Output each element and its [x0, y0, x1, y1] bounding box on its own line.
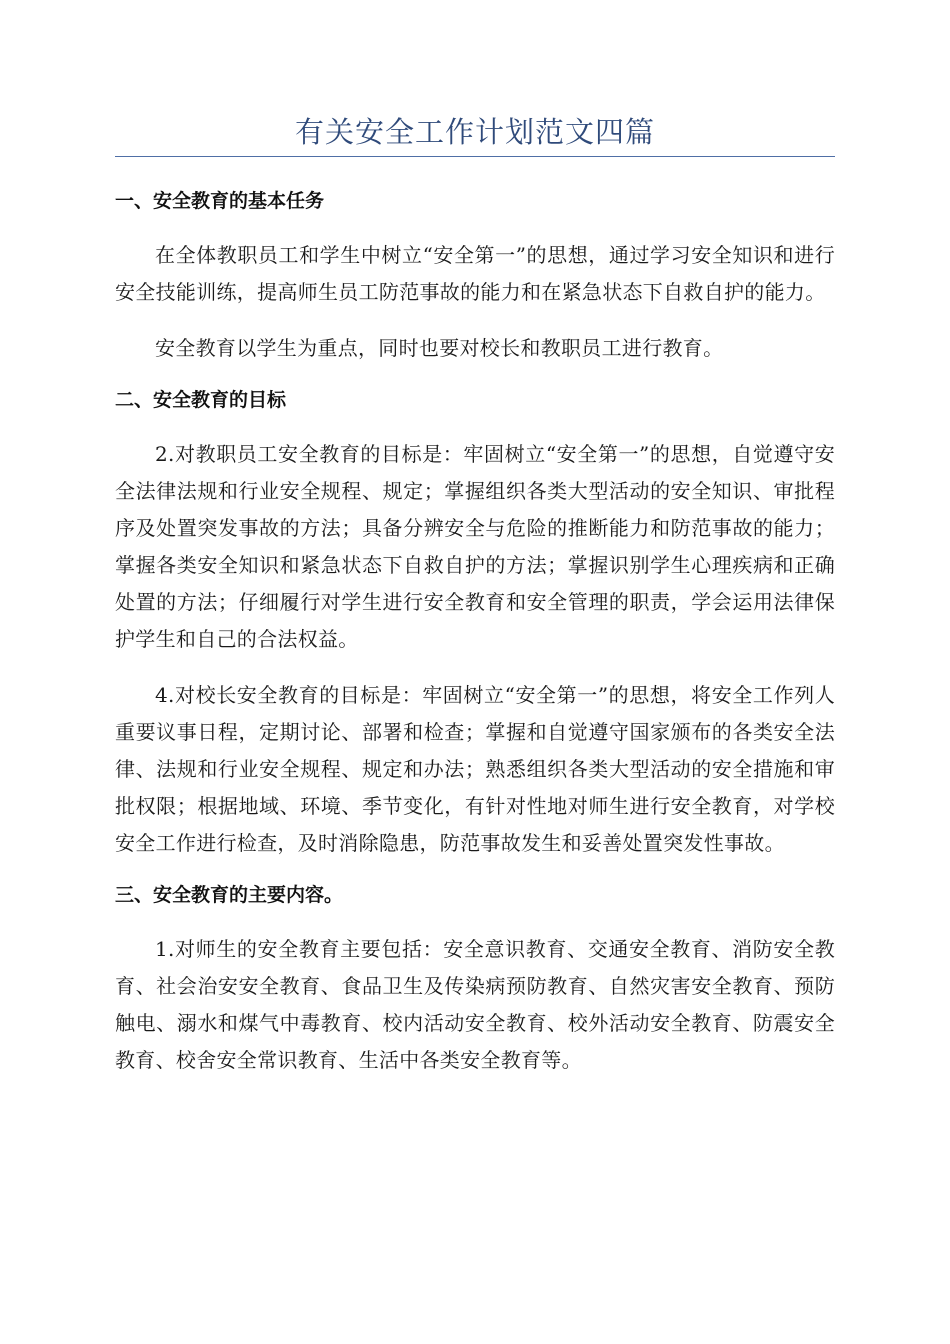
paragraph: 1.对师生的安全教育主要包括：安全意识教育、交通安全教育、消防安全教育、社会治安安全教育、食品卫生及传染病预防教育、自然灾害安全教育、预防触电、溺水和煤气中毒教育、校内活动安全教育、校外活动安全教育、防震安全教育、校舍安全常识教育、生活中各类安全教育等。 — [115, 937, 835, 1072]
document-page — [115, 110, 835, 1098]
paragraph: 2.对教职员工安全教育的目标是：牢固树立“安全第一”的思想，自觉遵守安全法律法规和行业安全规程、规定；掌握组织各类大型活动的安全知识、审批程序及处置突发事故的方法；具备分辨安全与危险的推断能力和防范事故的能力；掌握各类安全知识和紧急状态下自救自护的方法；掌握识别学生心理疾病和正确处置的方法；仔细履行对学生进行安全教育和安全管理的职责，学会运用法律保护学生和自己的合法权益。 — [115, 442, 835, 651]
paragraph: 4.对校长安全教育的目标是：牢固树立“安全第一”的思想，将安全工作列人重要议事日程，定期讨论、部署和检查；掌握和自觉遵守国家颁布的各类安全法律、法规和行业安全规程、规定和办法；熟悉组织各类大型活动的安全措施和审批权限；根据地域、环境、季节变化，有针对性地对师生进行安全教育，对学校安全工作进行检查，及时消除隐患，防范事故发生和妥善处置突发性事故。 — [115, 683, 835, 855]
title-divider — [115, 156, 835, 157]
section-heading: 三、安全教育的主要内容。 — [115, 884, 344, 906]
section-heading: 二、安全教育的目标 — [115, 389, 287, 411]
section-main-content — [115, 881, 835, 1079]
section-basic-tasks — [115, 187, 835, 367]
paragraph: 安全教育以学生为重点，同时也要对校长和教职员工进行教育。 — [155, 336, 724, 360]
document-title: 有关安全工作计划范文四篇 — [294, 115, 655, 149]
section-heading: 一、安全教育的基本任务 — [115, 190, 325, 212]
section-goals — [115, 386, 835, 862]
paragraph: 在全体教职员工和学生中树立“安全第一”的思想，通过学习安全知识和进行安全技能训练，提高师生员工防范事故的能力和在紧急状态下自救自护的能力。 — [115, 243, 835, 304]
